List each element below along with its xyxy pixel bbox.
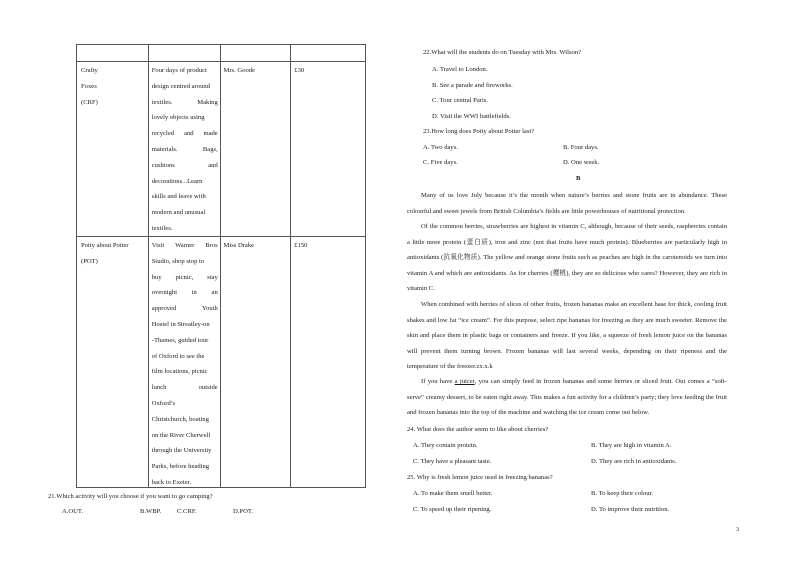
cell-line [152, 99, 218, 107]
cell-line [152, 242, 218, 250]
juicer-term: a juicer [454, 378, 475, 385]
option-25-a: A. To make them smell better. [413, 490, 493, 497]
option-24-c: C. They have a pleasant taste. [413, 458, 492, 465]
activity-table [76, 44, 366, 488]
cell-word: Youth [201, 305, 218, 313]
activity-teacher: Miss Drake [223, 242, 255, 249]
question-22: 22.What will the students do on Tuesday with Mrs. Wilson? [423, 49, 582, 56]
activity-price: £30 [294, 67, 305, 74]
option-25-c: C. To speed up their ripening. [413, 506, 492, 513]
cell-line: through the University [151, 447, 212, 455]
cell-word: and [184, 130, 194, 138]
cell-word: outside [198, 384, 218, 392]
cell-line: Hostel in Streatley-on [151, 321, 210, 328]
cell-word: cushions [151, 161, 175, 169]
question-25: 25. Why is fresh lemon juice used in freezing bananas? [407, 474, 553, 481]
passage-paragraph-3 [407, 297, 727, 375]
cell-line: of Oxford to see the [151, 352, 205, 360]
cell-word: lunch [151, 384, 167, 392]
cell-line: (CRF) [81, 98, 98, 106]
table-cell [220, 45, 291, 62]
cell-line: Four days of product [151, 67, 207, 74]
table-cell [291, 45, 366, 62]
cell-line: skills and leave with [151, 193, 206, 201]
cell-line [152, 305, 218, 313]
cell-word: Warner [175, 242, 195, 249]
cell-word: buy [151, 273, 162, 281]
cell-word: stay [207, 273, 218, 281]
passage-text: Of the common berries, strawberries are highest in vitamin C, although, because of their seeds, raspberries contain a little more protein (蛋白质), iron and zinc (not that fruits have much protein). Blueberries are particularly high in antioxidants (抗氧化物质). The yellow and orange stone fruits such as peaches are high in the carotenoids we turn into vitamin A and which are antioxidants. As for cherries (樱桃), they are so delicious who cares? However, they are rich in vitamin C. [407, 223, 727, 292]
option-24-b: B. They are high in vitamin A. [591, 442, 672, 449]
cell-line: film locations, picnic [151, 368, 208, 376]
cell-line: lovely objects using [151, 114, 205, 122]
cell-word: Visit [151, 242, 165, 249]
passage-paragraph-2 [407, 219, 727, 297]
passage-paragraph-4 [407, 374, 727, 421]
cell-line [152, 274, 218, 282]
table-cell [148, 45, 220, 62]
cell-line: Christchurch, boating [151, 415, 209, 423]
cell-line: Potty about Potter [81, 242, 129, 249]
cell-line: Foxes [81, 82, 97, 90]
cell-word: picnic, [175, 273, 194, 281]
cell-line [152, 289, 218, 297]
cell-word: approved [151, 305, 177, 313]
cell-word: Bros [205, 242, 218, 249]
option-25-d: D. To improve their nutrition. [591, 506, 670, 513]
cell-word: an [211, 289, 218, 297]
cell-line: on the River Cherwell [151, 431, 211, 439]
activity-price: £150 [294, 242, 308, 249]
table-row [77, 62, 366, 237]
cell-word: overnight [151, 289, 178, 297]
cell-word: Bags, [202, 146, 218, 153]
option-22-b: B. See a parade and fireworks. [432, 82, 513, 89]
passage-text: If you have [421, 378, 455, 385]
table-header-row [77, 45, 366, 62]
cell-line [152, 146, 218, 154]
cell-line: Parks, before heading [151, 463, 210, 471]
page-number: 3 [736, 527, 739, 533]
option-23-b: B. Four days. [563, 144, 599, 151]
question-21: 21.Which activity will you choose if you want to go camping? [48, 493, 213, 500]
cell-line: (POT) [81, 257, 98, 265]
cell-word: Making [197, 98, 218, 106]
cell-word: made [203, 130, 218, 138]
cell-line: design centred around [151, 82, 210, 90]
option-23-c: C. Five days. [423, 159, 458, 166]
cell-line: back to Exeter. [151, 479, 192, 486]
cell-line [152, 130, 218, 138]
question-24: 24. What does the author seem to like about cherries? [407, 426, 549, 433]
section-b-heading: B [576, 175, 581, 182]
cell-line: -Thames, guided tour [151, 336, 209, 344]
cell-word: textiles. [151, 98, 173, 106]
table-cell [77, 45, 149, 62]
option-21-b: B.WBP. [140, 508, 162, 515]
option-24-d: D. They are rich in antioxidants. [591, 458, 677, 465]
cell-line: decorations...Learn [151, 177, 203, 185]
passage-text: When combined with berries of slices of other fruits, frozen bananas make an excellent base for thick, cooling fruit shakes and low fat “ice cream”. For this purpose, select ripe bananas for freezing as they are much sweeter. Remove the skin and place them in plastic bags or containers and freeze. If you like, a squeeze of fresh lemon juice on the bananas will prevent them turning brown. Frozen bananas will last several weeks, depending on their ripeness and the temperature of the freezer.zx.x.k [407, 301, 727, 370]
passage-text: Many of us love July because it’s the month when nature’s berries and stone fruits are in abundance. These colourful and sweet jewels from British Columbia’s fields are little powerhouses of nutritional protection. [407, 192, 727, 215]
option-21-a: A.OUT. [62, 508, 84, 515]
cell-word: and [208, 161, 218, 169]
passage-text: , you can simply feed in frozen bananas and some berries or sliced fruit. Out comes a “soft-serve” creamy dessert, to be eaten right away. This makes a fun activity for a children’s party; they love feeding the fruit and frozen bananas into the top of the machine and watching the ice cream come out below. [407, 378, 727, 416]
activity-teacher: Mrs. Goode [223, 67, 256, 74]
table-row [77, 237, 366, 488]
cell-line: Oxford’s [151, 400, 176, 407]
cell-line [152, 162, 218, 170]
option-22-a: A. Travel to London. [432, 66, 488, 73]
cell-line: Crafty [81, 67, 98, 74]
cell-word: recycled [151, 130, 175, 138]
question-23: 23.How long does Potty about Potter last? [423, 128, 535, 135]
option-21-d: D.POT. [233, 508, 254, 515]
option-22-d: D. Visit the WWI battlefields. [432, 113, 511, 120]
cell-line: Studio, shop stop to [151, 257, 205, 265]
option-23-d: D. One week. [563, 159, 600, 166]
passage-paragraph-1 [407, 188, 727, 219]
option-24-a: A. They contain protein. [413, 442, 478, 449]
option-21-c: C.CRF. [177, 508, 197, 515]
option-25-b: B. To keep their colour. [591, 490, 654, 497]
cell-line [152, 384, 218, 392]
cell-line: textiles. [151, 225, 173, 232]
cell-word: materials. [151, 146, 178, 153]
option-23-a: A. Two days. [423, 144, 458, 151]
option-22-c: C. Tour central Paris. [432, 97, 489, 104]
cell-word: in [191, 289, 197, 297]
cell-line: modern and unusual [151, 209, 206, 217]
